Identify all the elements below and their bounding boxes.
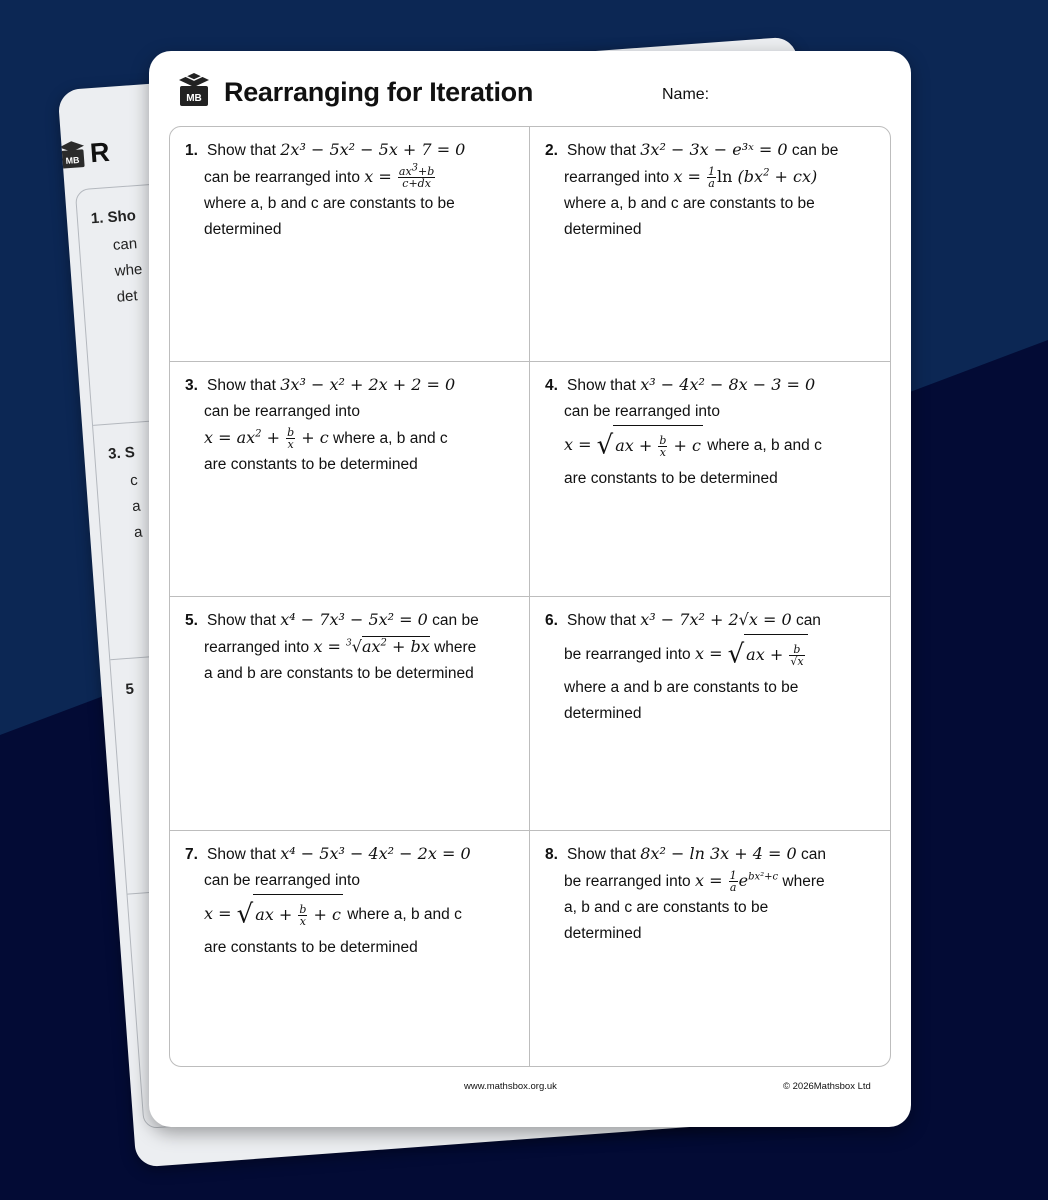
equation: x³ − 4x² − 8x − 3 = 0 bbox=[640, 374, 816, 394]
footer-website: www.mathsbox.org.uk bbox=[464, 1081, 557, 1092]
mathsbox-logo-icon bbox=[57, 137, 89, 171]
question-cell: 6. Show that x³ − 7x² + 2√x = 0 can be rearranged into x = √ ax + $\frac{b}{√x}$ where a and b are constants to be determined bbox=[530, 597, 890, 832]
back-fragment: a bbox=[131, 497, 142, 516]
back-title: R bbox=[89, 136, 111, 169]
footer-copyright: © 2026Mathsbox Ltd bbox=[783, 1081, 871, 1092]
question-cell: 1. Show that 2x³ − 5x² − 5x + 7 = 0 can be rearranged into x = $\frac{ax^3+b}{c+dx}$ where a, b and c are constants to be determined bbox=[170, 127, 530, 362]
question-cell: 5. Show that x⁴ − 7x³ − 5x² = 0 can be rearranged into $x = ^3√ax^2$ + bx where a and b are constants to be determined bbox=[170, 597, 530, 832]
back-fragment: a bbox=[133, 523, 143, 542]
equation: x³ − 7x² + 2√x = 0 bbox=[640, 609, 792, 629]
question-cell: 3. Show that 3x³ − x² + 2x + 2 = 0 can be rearranged into $x = ax^2$ + $\frac{b}{x}$ + c where a, b and c are constants to be determined bbox=[170, 362, 530, 597]
question-number: 4. bbox=[545, 376, 558, 394]
question-number: 3. bbox=[185, 376, 198, 394]
question-number: 6. bbox=[545, 611, 558, 629]
equation: 3x³ − x² + 2x + 2 = 0 bbox=[280, 374, 456, 394]
question-number: 8. bbox=[545, 846, 558, 864]
question-cell: 2. Show that 3x² − 3x − e³ˣ = 0 can be rearranged into x = $\frac{1}{a}$ $\ln (bx^2 + cx)$ where a, b and c are constants to be determined bbox=[530, 127, 890, 362]
svg-text:MB: MB bbox=[65, 154, 80, 166]
question-cell: 8. Show that 8x² − ln 3x + 4 = 0 can be rearranged into x = $\frac{1}{a}$ $e^{bx^2+c}$ where a, b and c are constants to be determined bbox=[545, 844, 826, 943]
back-fragment: det bbox=[116, 287, 139, 306]
equation: x⁴ − 5x³ − 4x² − 2x = 0 bbox=[280, 844, 471, 864]
equation: 8x² − ln 3x + 4 = 0 bbox=[640, 844, 797, 864]
question-cell: 4. Show that x³ − 4x² − 8x − 3 = 0 can be rearranged into x = √ ax + $\frac{b}{x}$ + c where a, b and c are constants to be determined bbox=[530, 362, 890, 597]
back-fragment: 5 bbox=[124, 680, 135, 699]
back-fragment: can bbox=[112, 235, 138, 254]
equation: x⁴ − 7x³ − 5x² = 0 bbox=[280, 609, 428, 629]
equation: 3x² − 3x − e³ˣ = 0 bbox=[640, 140, 788, 159]
question-grid bbox=[169, 126, 891, 1067]
question-number: 5. bbox=[185, 611, 198, 629]
question-cell: 7. Show that x⁴ − 5x³ − 4x² − 2x = 0 can be rearranged into x = √ ax + $\frac{b}{x}$ + c where a, b and c are constants to be determined bbox=[170, 831, 530, 1066]
back-fragment: c bbox=[129, 471, 139, 490]
back-fragment: whe bbox=[114, 260, 143, 280]
page-title: Rearranging for Iteration bbox=[224, 77, 534, 107]
back-fragment: 3. S bbox=[107, 443, 136, 463]
question-number: 2. bbox=[545, 142, 558, 159]
question-number: 7. bbox=[185, 846, 198, 864]
svg-text:MB: MB bbox=[186, 93, 202, 104]
mathsbox-logo-icon bbox=[177, 71, 211, 107]
name-label: Name: bbox=[662, 86, 710, 103]
back-fragment: 1. Sho bbox=[90, 207, 137, 228]
worksheet bbox=[149, 51, 911, 1127]
question-number: 1. bbox=[185, 142, 198, 159]
equation: 2x³ − 5x² − 5x + 7 = 0 bbox=[280, 140, 466, 159]
